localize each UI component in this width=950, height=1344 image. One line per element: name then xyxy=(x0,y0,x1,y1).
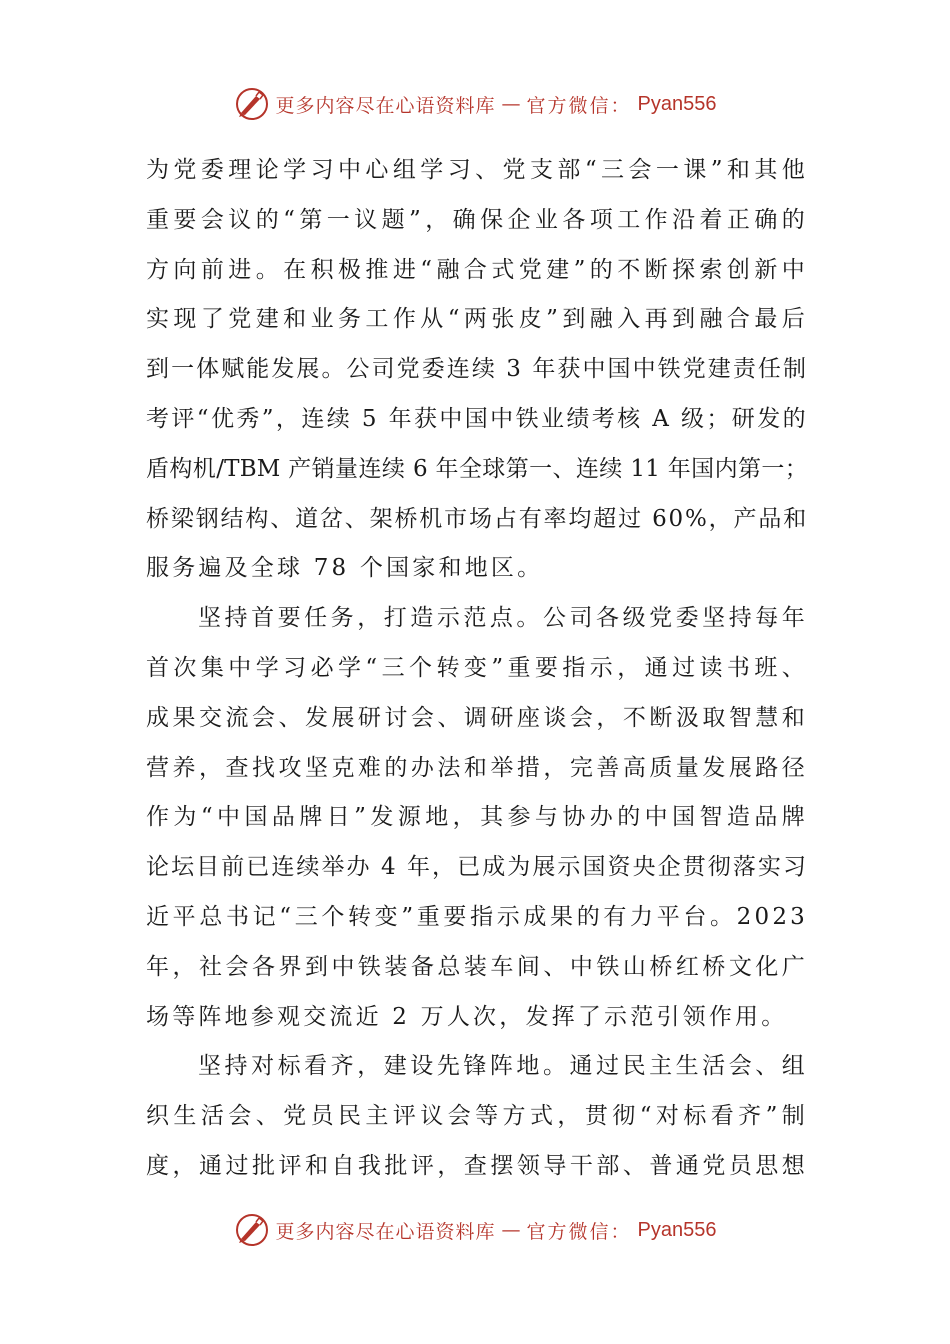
footer-dash: — xyxy=(501,1219,521,1241)
footer-wechat-label: 官方微信： xyxy=(526,1220,632,1243)
body-line: 服务遍及全球 78 个国家和地区。 xyxy=(146,555,544,582)
header-brand: 更多内容尽在心语资料库 xyxy=(275,94,496,117)
body-line: 首次集中学习必学“三个转变”重要指示，通过读书班、 xyxy=(146,654,808,681)
body-line: 桥梁钢结构、道岔、架桥机市场占有率均超过 60%，产品和 xyxy=(146,505,808,532)
body-line: 实现了党建和业务工作从“两张皮”到融入再到融合最后 xyxy=(146,306,808,333)
body-line: 到一体赋能发展。公司党委连续 3 年获中国中铁党建责任制 xyxy=(146,356,808,383)
footer-wechat-id: Pyan556 xyxy=(637,1218,717,1241)
body-line: 度，通过批评和自我批评，查摆领导干部、普通党员思想 xyxy=(146,1152,808,1179)
body-line: 盾构机/TBM 产销量连续 6 年全球第一、连续 11 年国内第一； xyxy=(146,455,808,482)
pen-logo-icon xyxy=(234,1212,270,1248)
footer-watermark xyxy=(0,1208,950,1252)
footer-brand: 更多内容尽在心语资料库 xyxy=(275,1220,496,1243)
header-watermark xyxy=(0,82,950,126)
body-line: 论坛目前已连续举办 4 年，已成为展示国资央企贯彻落实习 xyxy=(146,854,808,881)
body-line: 年，社会各界到中铁装备总装车间、中铁山桥红桥文化广 xyxy=(146,953,808,980)
body-line: 营养，查找攻坚克难的办法和举措，完善高质量发展路径 xyxy=(146,754,808,781)
document-body xyxy=(146,146,808,1192)
body-line: 场等阵地参观交流近 2 万人次，发挥了示范引领作用。 xyxy=(146,1003,788,1030)
body-line: 作为“中国品牌日”发源地，其参与协办的中国智造品牌 xyxy=(146,804,808,831)
body-line: 方向前进。在积极推进“融合式党建”的不断探索创新中 xyxy=(146,256,808,283)
body-line: 考评“优秀”，连续 5 年获中国中铁业绩考核 A 级；研发的 xyxy=(146,405,809,432)
body-line: 近平总书记“三个转变”重要指示成果的有力平台。2023 xyxy=(146,903,808,930)
body-line: 为党委理论学习中心组学习、党支部“三会一课”和其他 xyxy=(146,157,808,183)
body-line: 坚持对标看齐，建设先锋阵地。通过民主生活会、组 xyxy=(198,1053,808,1080)
header-wechat-id: Pyan556 xyxy=(637,92,717,115)
body-line: 坚持首要任务，打造示范点。公司各级党委坚持每年 xyxy=(198,605,808,632)
body-line: 织生活会、党员民主评议会等方式，贯彻“对标看齐”制 xyxy=(146,1103,808,1130)
pen-logo-icon xyxy=(234,86,270,122)
body-line: 成果交流会、发展研讨会、调研座谈会，不断汲取智慧和 xyxy=(146,704,808,731)
header-dash: — xyxy=(501,93,521,115)
header-wechat-label: 官方微信： xyxy=(526,94,632,117)
body-line: 重要会议的“第一议题”，确保企业各项工作沿着正确的 xyxy=(146,206,808,233)
